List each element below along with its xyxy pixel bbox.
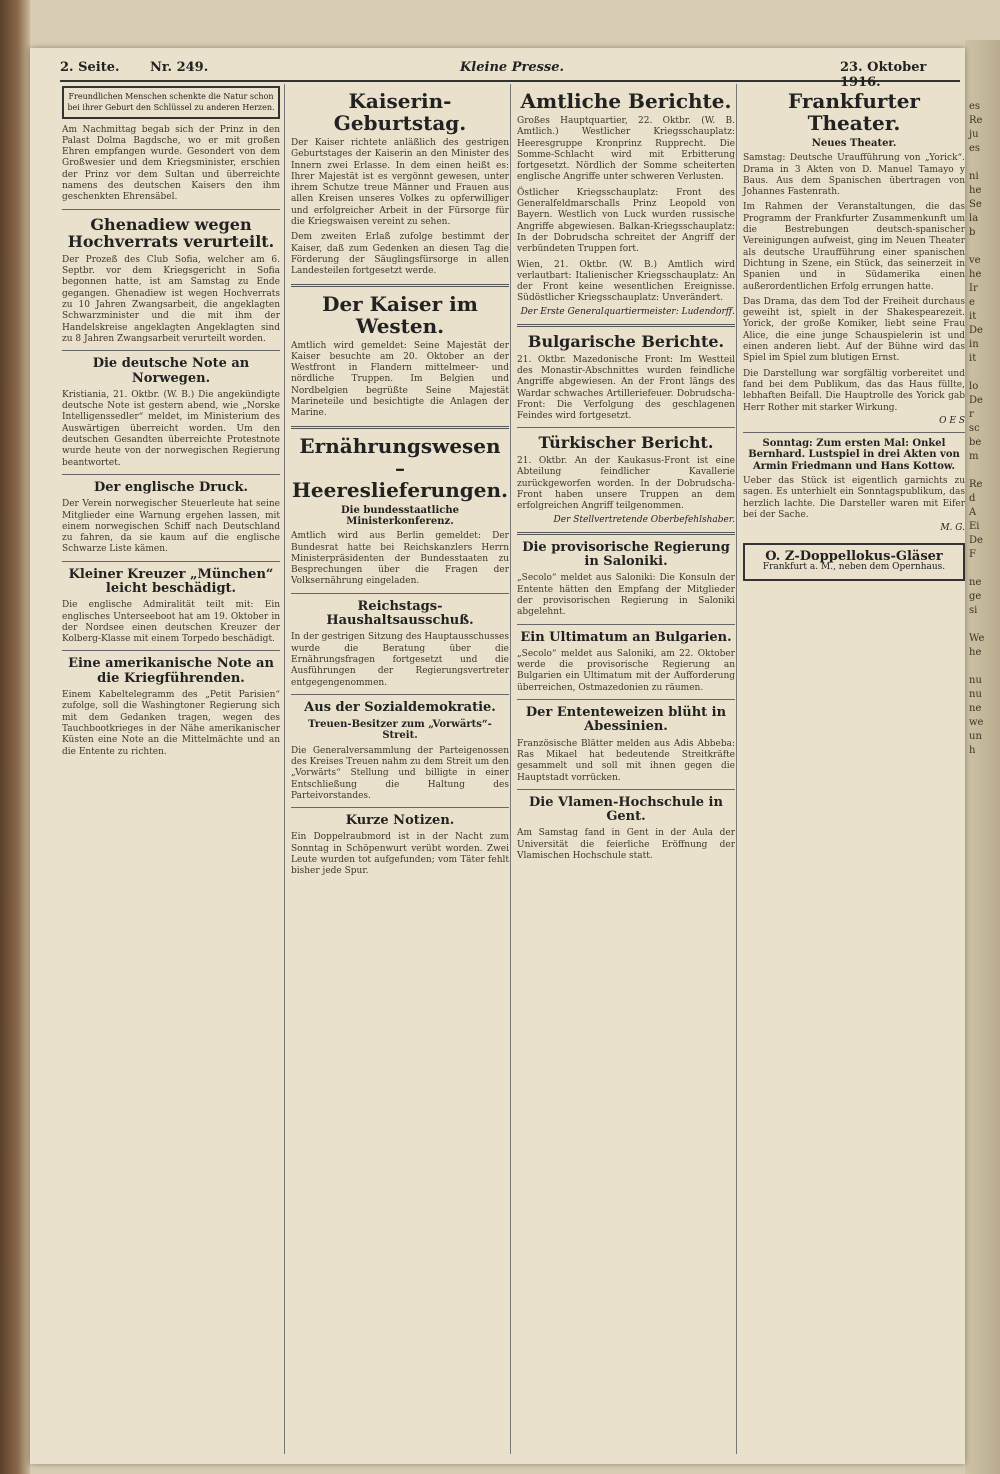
signature: Der Erste Generalquartiermeister: Ludendorff. [520, 306, 735, 317]
article-text: In der gestrigen Sitzung des Hauptausschusses wurde die Beratung über die Ernährungsfragen fortgesetzt und die Ausführungen der Regierungsvertreter entgegengenommen. [291, 632, 509, 688]
issue-number: Nr. 249. [150, 60, 209, 75]
divider [291, 807, 509, 808]
article-text: Dem zweiten Erlaß zufolge bestimmt der Kaiser, daß zum Gedenken an diesen Tag die Förderung der Säuglingsfürsorge in allen Landesteilen fortgesetzt werde. [291, 232, 509, 277]
article-text: Der Verein norwegischer Steuerleute hat seine Mitglieder eine Warnung ergehen lassen, mit einem norwegischen Schiff nach Deutschland zu fahren, da sie kaum auf die englische Schwarze Liste kämen. [62, 499, 280, 555]
article-text: „Secolo“ meldet aus Saloniki, am 22. Oktober werde die provisorische Regierung an Bulgarien ein Ultimatum mit der Aufforderung überreichen, Ostmazedonien zu räumen. [517, 648, 735, 693]
book-spine [0, 0, 30, 1474]
column-2 [284, 84, 509, 1454]
article-text: 21. Oktbr. Mazedonische Front: Im Westteil des Monastir-Abschnittes wurden feindliche Angriffe abgewiesen. An der Front längs des Wardar schwaches Artilleriefeuer. Dobrudscha-Front: Die Verfolgung des geschlagenen Feindes wird fortgesetzt. [517, 354, 735, 422]
issue-date: 23. Oktober 1916. [840, 60, 927, 90]
ad-address: Frankfurt a. M., neben dem Opernhaus. [762, 561, 946, 572]
divider [517, 624, 735, 625]
divider [517, 789, 735, 790]
headline: Reichstags-Haushaltsausschuß. [326, 598, 474, 629]
column-4 [736, 84, 965, 1454]
article-text: Der Kaiser richtete anläßlich des gestrigen Geburtstages der Kaiserin an den Minister des Innern zwei Erlasse. In dem einen heißt es: Ihrer Majestät ist es vergönnt gewesen, unter ihrem Schutze treue Männer und Frauen aus allen Kreisen unseres Volkes zu opferwilliger und erfolgreicher Arbeit in der Fürsorge für die Kriegswaisen vereint zu sehen. [291, 138, 509, 228]
headline: Ghenadiew wegen Hochverrats verurteilt. [67, 214, 275, 252]
article-text: Am Nachmittag begab sich der Prinz in den Palast Dolma Bagdsche, wo er mit großen Ehren empfangen wurde. Gesondert von dem Großwesier und dem Kriegsminister, erschien der Prinz vor dem Sultan und überreichte namens des deutschen Kaisers den ihm geschenkten Ehrensäbel. [62, 124, 280, 203]
divider [517, 324, 735, 327]
article-text: Ueber das Stück ist eigentlich garnichts zu sagen. Es unterhielt ein Sonntagspublikum, das herzlich lachte. Die Darsteller waren mit Eifer bei der Sache. [743, 476, 965, 520]
headline: Ernährungswesen – Heereslieferungen. [292, 433, 508, 502]
headline: Der englische Druck. [93, 479, 249, 495]
article-text: Ein Doppelraubmord ist in der Nacht zum Sonntag in Schöpenwurt verübt worden. Zwei Leute wurden tot aufgefunden; vom Täter fehlt bisher jede Spur. [291, 832, 509, 877]
article-text: Das Drama, das dem Tod der Freiheit durchaus geweiht ist, spielt in der Shakespearezeit. Yorick, der große Komiker, liebt seine Frau Alice, die eine junge Schauspielerin ist und einen anderen liebt. Auf der Bühne wird das Spiel im Spiel zum blutigen Ernst. [743, 296, 965, 364]
article-text: Wien, 21. Oktbr. (W. B.) Amtlich wird verlautbart: Italienischer Kriegsschauplatz: An der Front keine wesentlichen Ereignisse. Südöstlicher Kriegsschauplatz: Unverändert. [517, 259, 735, 304]
divider [291, 426, 509, 429]
article-text: Am Samstag fand in Gent in der Aula der Universität die feierliche Eröffnung der Vlamischen Hochschule statt. [517, 828, 735, 862]
signature: O E S [939, 415, 965, 426]
article-text: Die englische Admiralität teilt mit: Ein englisches Unterseeboot hat am 19. Oktober in der Nordsee einen deutschen Kreuzer der Kolberg-Klasse mit einem Torpedo beschädigt. [62, 600, 280, 645]
headline: Die Vlamen-Hochschule in Gent. [529, 794, 723, 825]
article-text: 21. Oktbr. An der Kaukasus-Front ist eine Abteilung feindlicher Kavallerie zurückgeworfen worden. In der Dobrudscha-Front haben unsere Truppen an dem erfolgreichen Angriff teilgenommen. [517, 456, 735, 512]
divider [62, 209, 280, 210]
article-text: „Secolo“ meldet aus Saloniki: Die Konsuln der Entente hätten den Empfang der Mitglieder der provisorischen Regierung in Saloniki abgelehnt. [517, 573, 735, 618]
headline: Türkischer Bericht. [538, 433, 714, 453]
edge-text: es Re ju es ni he Se la b ve he Ir e it De in it lo De r sc be m Re d A Ei De F ne ge si We he nu nu ne we un h [969, 101, 985, 756]
article-text: Die Darstellung war sorgfältig vorbereitet und fand bei dem Publikum, das das Haus füllte, lebhaften Beifall. Die Hauptrolle des Yorick gab Herr Rother mit starker Wirkung. [743, 368, 965, 413]
article-text: Amtlich wird gemeldet: Seine Majestät der Kaiser besuchte am 20. Oktober an der Westfront in Flandern mittelmeer- und nördliche Truppen. Im Belgien und Nordbelgien begrüßte Seine Majestät Marineteile und besichtigte die Anlagen der Marine. [291, 340, 509, 419]
headline: Kaiserin-Geburtstag. [333, 89, 467, 135]
headline: Ein Ultimatum an Bulgarien. [520, 629, 732, 645]
article-text: Die Generalversammlung der Parteigenossen des Kreises Treuen nahm zu dem Streit um den „Vorwärts“ Stellung und billigte in einer Entschließung die Haltung des Parteivorstandes. [291, 745, 509, 801]
subheadline: Neues Theater. [811, 138, 897, 149]
divider [291, 284, 509, 287]
article-text: Amtlich wird aus Berlin gemeldet: Der Bundesrat hatte bei Reichskanzlers Herrn Ministerpräsidenten der Bundesstaaten zu Besprechungen über die Fragen der Volksernährung eingeladen. [291, 531, 509, 587]
subheadline: Sonntag: Zum ersten Mal: Onkel Bernhard. Lustspiel in drei Akten von Armin Friedmann und Hans Kottow. [748, 438, 960, 472]
next-page-edge [965, 40, 1000, 1474]
subheadline: Treuen-Besitzer zum „Vorwärts“-Streit. [308, 719, 492, 742]
subheadline: Die bundesstaatliche Ministerkonferenz. [341, 504, 459, 527]
divider [62, 561, 280, 562]
headline: Bulgarische Berichte. [527, 332, 725, 352]
headline: Kurze Notizen. [345, 813, 455, 829]
page-number: 2. Seite. [60, 60, 120, 75]
divider [291, 593, 509, 594]
signature: Der Stellvertretende Oberbefehlshaber. [553, 514, 735, 525]
headline: Die provisorische Regierung in Saloniki. [522, 539, 730, 570]
headline: Kleiner Kreuzer „München“ leicht beschädigt. [68, 566, 274, 596]
paper-name: Kleine Presse. [460, 60, 565, 75]
headline: Die deutsche Note an Norwegen. [92, 356, 250, 386]
article-text: Der Prozeß des Club Sofia, welcher am 6. Septbr. vor dem Kriegsgericht in Sofia begonnen hatte, ist am Samstag zu Ende gegangen. Ghenadiew ist wegen Hochverrats zu 10 Jahren Zwangsarbeit, die angeklagten Schwarzminister und die mit ihm der Handelskreise angeklagten Angeklagten sind zu 8 Jahren Zwangsarbeit verurteilt worden. [62, 254, 280, 344]
headline: Aus der Sozialdemokratie. [304, 699, 496, 715]
article-text: Im Rahmen der Veranstaltungen, die das Programm der Frankfurter Zusammenkunft um die Bestrebungen deutsch-spanischer Vereinigungen aufweist, ging im Neuen Theater als deutsche Uraufführung einer spanischen Dichtung in Szene, ein Stück, das seinerzeit in Spanien und in Südamerika einen außerordentlichen Erfolg errungen hatte. [743, 202, 965, 292]
divider [291, 694, 509, 695]
column-3 [510, 84, 735, 1454]
divider [517, 699, 735, 700]
divider [62, 474, 280, 475]
headline: Amtliche Berichte. [520, 89, 732, 113]
headline: Der Kaiser im Westen. [322, 291, 478, 338]
notice-box: Freundlichen Menschen schenkte die Natur schon bei ihrer Geburt den Schlüssel zu anderen Herzen. [62, 86, 280, 119]
divider [517, 532, 735, 535]
divider [62, 350, 280, 351]
article-text: Östlicher Kriegsschauplatz: Front des Generalfeldmarschalls Prinz Leopold von Bayern. Westlich von Luck wurden russische Angriffe abgewiesen. Balkan-Kriegsschauplatz: In der Dobrudscha schreitet der Angriff der verbündeten Truppen fort. [517, 187, 735, 255]
article-text: Französische Blätter melden aus Adis Abbeba: Ras Mikael hat bedeutende Streitkräfte gesammelt und soll mit ihnen gegen die Hauptstadt vorrücken. [517, 738, 735, 783]
headline: Der Ententeweizen blüht in Abessinien. [525, 705, 727, 735]
article-text: Großes Hauptquartier, 22. Oktbr. (W. B. Amtlich.) Westlicher Kriegsschauplatz: Heeresgruppe Kronprinz Rupprecht. Die Somme-Schlacht wird mit Erbitterung fortgesetzt. Nördlich der Somme scheiterten englische Angriffe unter schweren Verlusten. [517, 116, 735, 183]
divider [517, 427, 735, 428]
masthead [60, 58, 960, 90]
signature: M. G. [940, 523, 965, 534]
headline: Frankfurter Theater. [788, 89, 920, 135]
divider [743, 432, 965, 433]
article-text: Einem Kabeltelegramm des „Petit Parisien“ zufolge, soll die Washingtoner Regierung sich mit dem Gedanken tragen, wegen des Tauchbootkrieges in der Nähe amerikanischer Küsten eine Note an die Mittelmächte und an die Entente zu richten. [62, 690, 280, 757]
article-text: Samstag: Deutsche Uraufführung von „Yorick“. Drama in 3 Akten von D. Manuel Tamayo y Baus. Aus dem Spanischen übertragen von Johannes Fastenrath. [743, 153, 965, 198]
headline: Eine amerikanische Note an die Kriegführenden. [68, 656, 274, 686]
article-text: Kristiania, 21. Oktbr. (W. B.) Die angekündigte deutsche Note ist gestern abend, wie „Norske Intelligenssedler“ meldet, im Ministerium des Auswärtigen überreicht worden. Um den deutschen Gesandten überreichte Protestnote wurde heute von der norwegischen Regierung beantwortet. [62, 389, 280, 468]
ad-title: O. Z-Doppellokus-Gläser [765, 548, 943, 564]
divider [62, 650, 280, 651]
advertisement [743, 543, 965, 582]
column-1 [62, 84, 280, 1454]
